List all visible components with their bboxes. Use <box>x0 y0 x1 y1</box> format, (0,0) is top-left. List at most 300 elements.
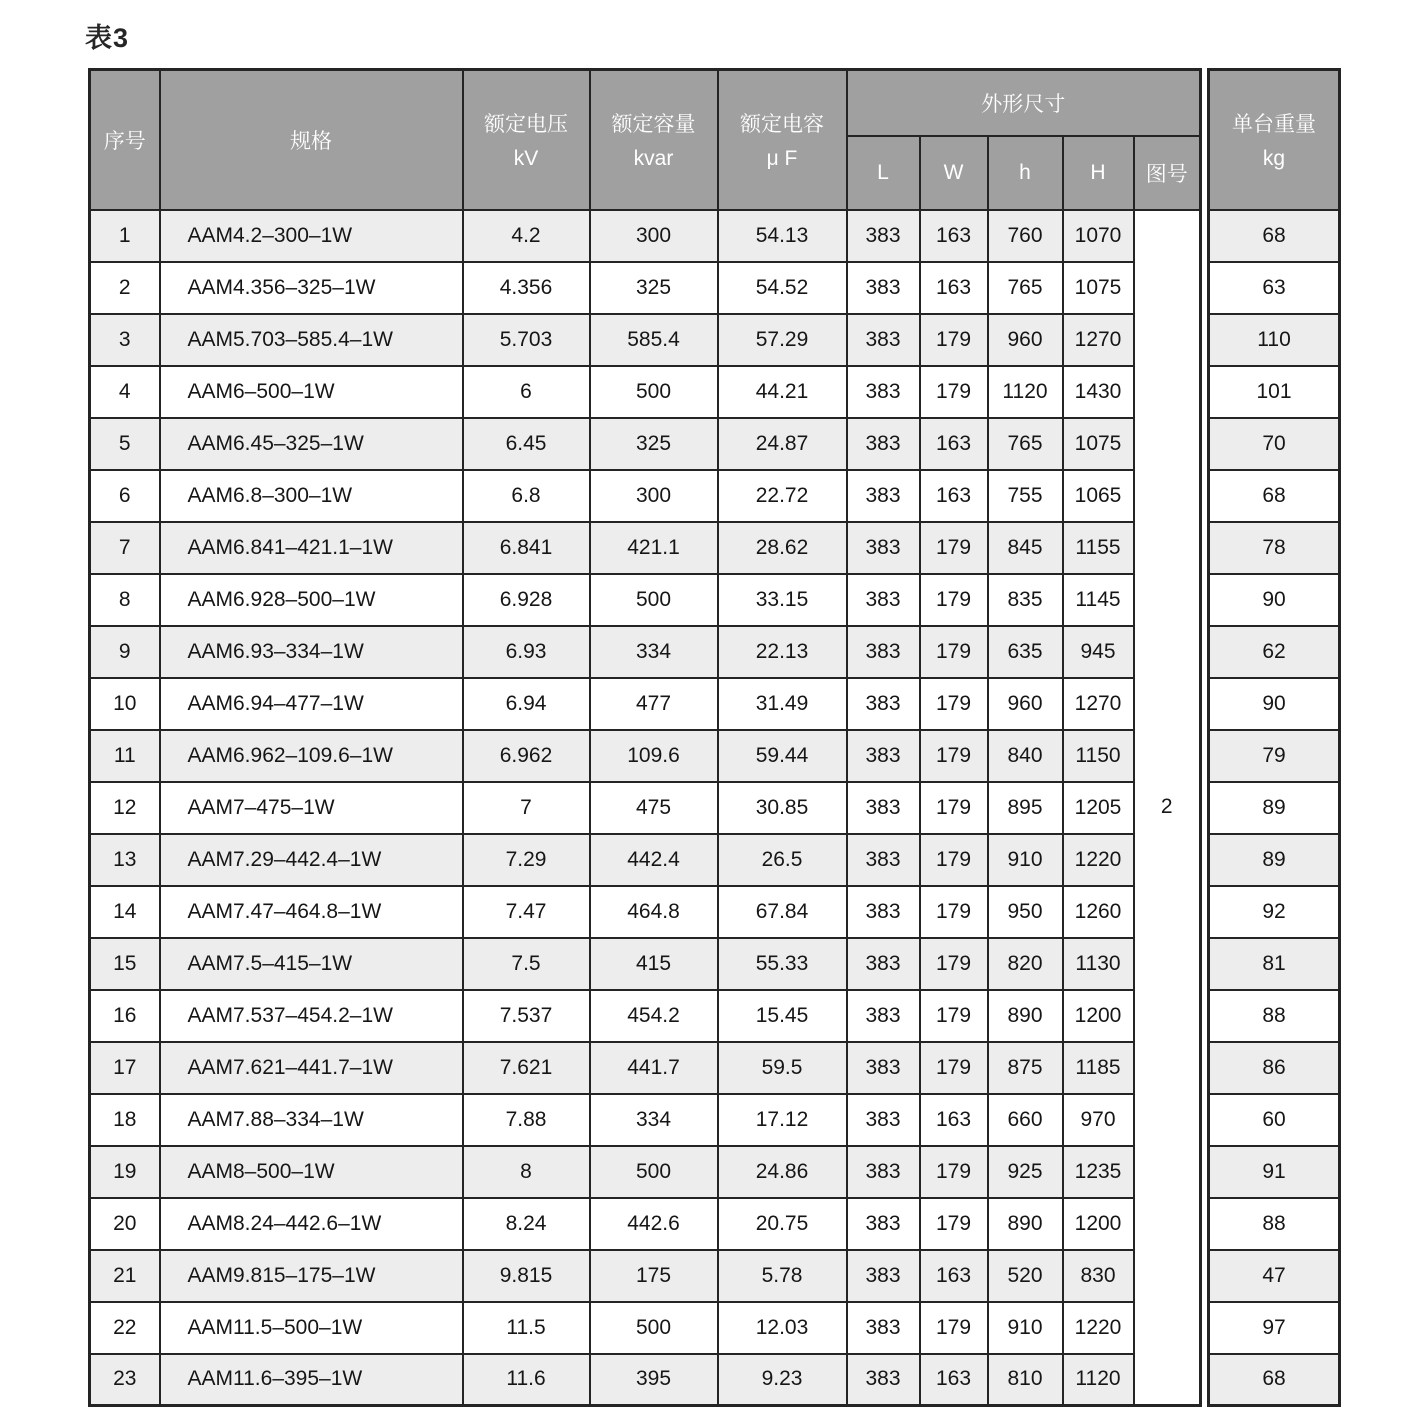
cell-dim-h-small: 950 <box>988 886 1063 938</box>
cell-dim-w: 179 <box>920 730 988 782</box>
cell-rated-capacitance: 17.12 <box>718 1094 847 1146</box>
page-title: 表3 <box>85 23 130 53</box>
cell-index: 13 <box>90 834 160 886</box>
cell-rated-capacitance: 33.15 <box>718 574 847 626</box>
cell-rated-capacitance: 22.72 <box>718 470 847 522</box>
weight-row <box>1209 366 1340 418</box>
cell-unit-weight: 79 <box>1209 730 1340 782</box>
cell-figure-no: 2 <box>1134 210 1201 1406</box>
cell-rated-capacitance: 20.75 <box>718 1198 847 1250</box>
cell-dim-w: 179 <box>920 314 988 366</box>
cell-dim-h-big: 1270 <box>1063 678 1134 730</box>
cell-dim-h-big: 1185 <box>1063 1042 1134 1094</box>
header-spec: 规格 <box>160 70 463 210</box>
weight-table-body <box>1209 210 1340 1406</box>
cell-unit-weight: 68 <box>1209 1354 1340 1406</box>
cell-dim-h-big: 1155 <box>1063 522 1134 574</box>
cell-index: 9 <box>90 626 160 678</box>
cell-dim-l: 383 <box>847 366 920 418</box>
cell-unit-weight: 60 <box>1209 1094 1340 1146</box>
cell-spec: AAM7.621–441.7–1W <box>160 1042 463 1094</box>
cell-dim-h-small: 760 <box>988 210 1063 262</box>
cell-rated-capacity: 441.7 <box>590 1042 718 1094</box>
cell-dim-l: 383 <box>847 1302 920 1354</box>
cell-dim-w: 163 <box>920 1094 988 1146</box>
table-row <box>90 418 1201 470</box>
cell-dim-l: 383 <box>847 626 920 678</box>
cell-unit-weight: 101 <box>1209 366 1340 418</box>
cell-rated-capacitance: 57.29 <box>718 314 847 366</box>
cell-spec: AAM6.45–325–1W <box>160 418 463 470</box>
cell-dim-w: 179 <box>920 678 988 730</box>
table-row <box>90 1042 1201 1094</box>
cell-dim-l: 383 <box>847 678 920 730</box>
cell-index: 10 <box>90 678 160 730</box>
weight-row <box>1209 1302 1340 1354</box>
cell-unit-weight: 68 <box>1209 210 1340 262</box>
cell-rated-capacitance: 54.13 <box>718 210 847 262</box>
cell-dim-w: 163 <box>920 1354 988 1406</box>
cell-unit-weight: 70 <box>1209 418 1340 470</box>
cell-index: 20 <box>90 1198 160 1250</box>
cell-rated-voltage: 7.29 <box>463 834 590 886</box>
cell-dim-l: 383 <box>847 418 920 470</box>
cell-rated-voltage: 6.93 <box>463 626 590 678</box>
cell-rated-capacity: 500 <box>590 574 718 626</box>
cell-dim-h-big: 1205 <box>1063 782 1134 834</box>
cell-index: 5 <box>90 418 160 470</box>
cell-spec: AAM8–500–1W <box>160 1146 463 1198</box>
cell-spec: AAM4.356–325–1W <box>160 262 463 314</box>
table-row <box>90 834 1201 886</box>
cell-dim-h-big: 970 <box>1063 1094 1134 1146</box>
cell-unit-weight: 89 <box>1209 834 1340 886</box>
cell-rated-capacity: 477 <box>590 678 718 730</box>
spec-table <box>88 68 1202 1407</box>
cell-rated-capacity: 500 <box>590 1146 718 1198</box>
cell-unit-weight: 91 <box>1209 1146 1340 1198</box>
cell-dim-h-small: 890 <box>988 990 1063 1042</box>
cell-rated-capacity: 334 <box>590 1094 718 1146</box>
cell-dim-w: 179 <box>920 990 988 1042</box>
weight-row <box>1209 886 1340 938</box>
header-dim-h-big: H <box>1063 136 1134 210</box>
cell-dim-h-big: 1120 <box>1063 1354 1134 1406</box>
weight-row <box>1209 210 1340 262</box>
cell-dim-w: 163 <box>920 262 988 314</box>
cell-dim-h-small: 1120 <box>988 366 1063 418</box>
cell-rated-capacitance: 22.13 <box>718 626 847 678</box>
cell-rated-capacitance: 24.87 <box>718 418 847 470</box>
cell-unit-weight: 92 <box>1209 886 1340 938</box>
cell-dim-w: 179 <box>920 1042 988 1094</box>
cell-spec: AAM7.5–415–1W <box>160 938 463 990</box>
cell-dim-w: 163 <box>920 210 988 262</box>
cell-index: 7 <box>90 522 160 574</box>
cell-rated-capacity: 300 <box>590 470 718 522</box>
cell-dim-h-small: 835 <box>988 574 1063 626</box>
weight-table <box>1207 68 1341 1407</box>
cell-dim-l: 383 <box>847 574 920 626</box>
table-row <box>90 678 1201 730</box>
header-rated-capacitance-unit: μ F <box>766 147 798 171</box>
cell-dim-h-small: 960 <box>988 314 1063 366</box>
cell-index: 2 <box>90 262 160 314</box>
cell-index: 23 <box>90 1354 160 1406</box>
cell-dim-h-small: 755 <box>988 470 1063 522</box>
table-row <box>90 522 1201 574</box>
cell-rated-capacitance: 54.52 <box>718 262 847 314</box>
cell-rated-voltage: 4.356 <box>463 262 590 314</box>
header-rated-voltage-unit: kV <box>513 147 539 171</box>
header-rated-capacity <box>590 70 718 210</box>
cell-rated-voltage: 7.537 <box>463 990 590 1042</box>
cell-dim-h-small: 660 <box>988 1094 1063 1146</box>
cell-rated-capacity: 415 <box>590 938 718 990</box>
cell-rated-capacity: 464.8 <box>590 886 718 938</box>
weight-row <box>1209 522 1340 574</box>
cell-index: 4 <box>90 366 160 418</box>
cell-rated-capacity: 475 <box>590 782 718 834</box>
cell-dim-h-big: 1200 <box>1063 990 1134 1042</box>
cell-dim-l: 383 <box>847 210 920 262</box>
header-unit-weight-label: 单台重量 <box>1232 113 1317 137</box>
cell-rated-capacity: 325 <box>590 262 718 314</box>
cell-dim-l: 383 <box>847 1146 920 1198</box>
table-row <box>90 262 1201 314</box>
cell-rated-capacitance: 15.45 <box>718 990 847 1042</box>
cell-spec: AAM7.47–464.8–1W <box>160 886 463 938</box>
cell-spec: AAM6.841–421.1–1W <box>160 522 463 574</box>
cell-rated-voltage: 6.928 <box>463 574 590 626</box>
cell-dim-w: 179 <box>920 1302 988 1354</box>
spec-table-body <box>90 210 1201 1406</box>
cell-unit-weight: 68 <box>1209 470 1340 522</box>
cell-rated-capacitance: 67.84 <box>718 886 847 938</box>
cell-dim-w: 179 <box>920 1198 988 1250</box>
table-row <box>90 782 1201 834</box>
cell-unit-weight: 90 <box>1209 678 1340 730</box>
weight-row <box>1209 990 1340 1042</box>
cell-dim-h-big: 1075 <box>1063 262 1134 314</box>
cell-dim-h-small: 845 <box>988 522 1063 574</box>
cell-rated-voltage: 9.815 <box>463 1250 590 1302</box>
cell-spec: AAM6.962–109.6–1W <box>160 730 463 782</box>
cell-dim-h-big: 1065 <box>1063 470 1134 522</box>
cell-dim-l: 383 <box>847 522 920 574</box>
cell-rated-voltage: 8 <box>463 1146 590 1198</box>
cell-rated-capacity: 109.6 <box>590 730 718 782</box>
cell-unit-weight: 78 <box>1209 522 1340 574</box>
cell-dim-h-big: 1260 <box>1063 886 1134 938</box>
cell-dim-h-big: 1150 <box>1063 730 1134 782</box>
cell-dim-h-small: 960 <box>988 678 1063 730</box>
cell-index: 16 <box>90 990 160 1042</box>
header-rated-voltage-label: 额定电压 <box>484 113 568 137</box>
cell-unit-weight: 88 <box>1209 990 1340 1042</box>
table-row <box>90 886 1201 938</box>
cell-rated-capacity: 300 <box>590 210 718 262</box>
cell-dim-l: 383 <box>847 470 920 522</box>
cell-rated-voltage: 7.47 <box>463 886 590 938</box>
header-rated-capacitance <box>718 70 847 210</box>
cell-spec: AAM4.2–300–1W <box>160 210 463 262</box>
cell-rated-capacitance: 55.33 <box>718 938 847 990</box>
header-dimensions-group: 外形尺寸 <box>847 70 1201 136</box>
cell-spec: AAM8.24–442.6–1W <box>160 1198 463 1250</box>
cell-spec: AAM7–475–1W <box>160 782 463 834</box>
cell-spec: AAM7.88–334–1W <box>160 1094 463 1146</box>
cell-spec: AAM7.29–442.4–1W <box>160 834 463 886</box>
spec-table-header <box>90 70 1201 210</box>
header-rated-voltage <box>463 70 590 210</box>
weight-row <box>1209 782 1340 834</box>
table-row <box>90 938 1201 990</box>
cell-spec: AAM11.5–500–1W <box>160 1302 463 1354</box>
table-row <box>90 1146 1201 1198</box>
cell-rated-voltage: 6.8 <box>463 470 590 522</box>
weight-row <box>1209 1198 1340 1250</box>
table-row <box>90 1302 1201 1354</box>
cell-dim-h-small: 820 <box>988 938 1063 990</box>
cell-rated-capacitance: 24.86 <box>718 1146 847 1198</box>
cell-rated-voltage: 11.6 <box>463 1354 590 1406</box>
cell-dim-l: 383 <box>847 782 920 834</box>
table-row <box>90 730 1201 782</box>
cell-unit-weight: 63 <box>1209 262 1340 314</box>
table-row <box>90 626 1201 678</box>
cell-rated-capacity: 421.1 <box>590 522 718 574</box>
cell-rated-capacitance: 31.49 <box>718 678 847 730</box>
cell-dim-l: 383 <box>847 1250 920 1302</box>
cell-dim-h-small: 765 <box>988 418 1063 470</box>
weight-row <box>1209 1146 1340 1198</box>
cell-rated-voltage: 11.5 <box>463 1302 590 1354</box>
cell-rated-capacitance: 30.85 <box>718 782 847 834</box>
table-row <box>90 1250 1201 1302</box>
weight-row <box>1209 418 1340 470</box>
cell-dim-h-small: 890 <box>988 1198 1063 1250</box>
header-rated-capacity-unit: kvar <box>633 147 674 171</box>
cell-rated-capacity: 454.2 <box>590 990 718 1042</box>
cell-index: 18 <box>90 1094 160 1146</box>
cell-dim-w: 163 <box>920 1250 988 1302</box>
cell-dim-h-big: 1200 <box>1063 1198 1134 1250</box>
cell-unit-weight: 86 <box>1209 1042 1340 1094</box>
cell-dim-h-big: 830 <box>1063 1250 1134 1302</box>
cell-dim-h-small: 910 <box>988 1302 1063 1354</box>
cell-dim-h-big: 945 <box>1063 626 1134 678</box>
header-unit-weight <box>1209 70 1340 210</box>
header-rated-capacity-label: 额定容量 <box>611 113 696 137</box>
cell-dim-w: 179 <box>920 626 988 678</box>
cell-rated-capacity: 325 <box>590 418 718 470</box>
cell-rated-capacitance: 9.23 <box>718 1354 847 1406</box>
cell-dim-w: 179 <box>920 1146 988 1198</box>
cell-dim-l: 383 <box>847 730 920 782</box>
cell-index: 1 <box>90 210 160 262</box>
cell-dim-w: 179 <box>920 938 988 990</box>
table-row <box>90 990 1201 1042</box>
cell-spec: AAM5.703–585.4–1W <box>160 314 463 366</box>
table-row <box>90 314 1201 366</box>
cell-dim-w: 179 <box>920 834 988 886</box>
cell-dim-w: 179 <box>920 366 988 418</box>
cell-rated-voltage: 6.841 <box>463 522 590 574</box>
cell-spec: AAM7.537–454.2–1W <box>160 990 463 1042</box>
cell-rated-voltage: 6.45 <box>463 418 590 470</box>
cell-rated-capacity: 442.4 <box>590 834 718 886</box>
cell-dim-h-big: 1070 <box>1063 210 1134 262</box>
weight-row <box>1209 1042 1340 1094</box>
cell-dim-h-small: 635 <box>988 626 1063 678</box>
cell-rated-voltage: 6.94 <box>463 678 590 730</box>
weight-row <box>1209 574 1340 626</box>
cell-unit-weight: 89 <box>1209 782 1340 834</box>
cell-spec: AAM11.6–395–1W <box>160 1354 463 1406</box>
cell-index: 21 <box>90 1250 160 1302</box>
cell-index: 11 <box>90 730 160 782</box>
cell-dim-h-big: 1235 <box>1063 1146 1134 1198</box>
header-index: 序号 <box>90 70 160 210</box>
weight-row <box>1209 470 1340 522</box>
cell-rated-voltage: 4.2 <box>463 210 590 262</box>
weight-row <box>1209 730 1340 782</box>
cell-rated-voltage: 6 <box>463 366 590 418</box>
table-row <box>90 210 1201 262</box>
cell-dim-h-small: 520 <box>988 1250 1063 1302</box>
cell-dim-h-small: 765 <box>988 262 1063 314</box>
cell-rated-capacity: 442.6 <box>590 1198 718 1250</box>
cell-rated-capacitance: 59.5 <box>718 1042 847 1094</box>
cell-rated-capacity: 175 <box>590 1250 718 1302</box>
cell-dim-l: 383 <box>847 938 920 990</box>
cell-rated-capacity: 500 <box>590 1302 718 1354</box>
weight-table-header <box>1209 70 1340 210</box>
weight-row <box>1209 1354 1340 1406</box>
cell-dim-w: 179 <box>920 522 988 574</box>
cell-dim-w: 163 <box>920 470 988 522</box>
tables-container <box>88 68 1405 1407</box>
table-row <box>90 470 1201 522</box>
cell-rated-capacitance: 59.44 <box>718 730 847 782</box>
cell-index: 17 <box>90 1042 160 1094</box>
cell-spec: AAM9.815–175–1W <box>160 1250 463 1302</box>
cell-dim-h-big: 1270 <box>1063 314 1134 366</box>
table-row <box>90 1094 1201 1146</box>
cell-unit-weight: 47 <box>1209 1250 1340 1302</box>
table-row <box>90 366 1201 418</box>
cell-rated-capacity: 585.4 <box>590 314 718 366</box>
cell-rated-voltage: 5.703 <box>463 314 590 366</box>
cell-rated-capacitance: 26.5 <box>718 834 847 886</box>
cell-rated-capacity: 500 <box>590 366 718 418</box>
cell-dim-w: 179 <box>920 574 988 626</box>
cell-dim-l: 383 <box>847 1198 920 1250</box>
weight-row <box>1209 938 1340 990</box>
cell-dim-h-big: 1220 <box>1063 834 1134 886</box>
table-row <box>90 1354 1201 1406</box>
cell-dim-w: 163 <box>920 418 988 470</box>
header-unit-weight-unit: kg <box>1262 147 1286 171</box>
cell-unit-weight: 81 <box>1209 938 1340 990</box>
header-dim-w: W <box>920 136 988 210</box>
header-rated-capacitance-label: 额定电容 <box>740 113 824 137</box>
weight-row <box>1209 834 1340 886</box>
cell-spec: AAM6.928–500–1W <box>160 574 463 626</box>
cell-index: 3 <box>90 314 160 366</box>
cell-spec: AAM6.93–334–1W <box>160 626 463 678</box>
cell-dim-w: 179 <box>920 782 988 834</box>
cell-dim-l: 383 <box>847 314 920 366</box>
cell-unit-weight: 62 <box>1209 626 1340 678</box>
cell-dim-l: 383 <box>847 990 920 1042</box>
cell-dim-l: 383 <box>847 262 920 314</box>
cell-dim-h-small: 810 <box>988 1354 1063 1406</box>
weight-row <box>1209 1094 1340 1146</box>
cell-spec: AAM6.8–300–1W <box>160 470 463 522</box>
cell-dim-h-big: 1220 <box>1063 1302 1134 1354</box>
cell-dim-h-big: 1145 <box>1063 574 1134 626</box>
cell-index: 8 <box>90 574 160 626</box>
cell-index: 15 <box>90 938 160 990</box>
cell-dim-h-small: 910 <box>988 834 1063 886</box>
cell-unit-weight: 97 <box>1209 1302 1340 1354</box>
cell-rated-voltage: 7 <box>463 782 590 834</box>
weight-row <box>1209 262 1340 314</box>
table-row <box>90 1198 1201 1250</box>
cell-rated-capacitance: 44.21 <box>718 366 847 418</box>
cell-rated-voltage: 7.621 <box>463 1042 590 1094</box>
cell-dim-h-small: 895 <box>988 782 1063 834</box>
cell-spec: AAM6–500–1W <box>160 366 463 418</box>
cell-rated-voltage: 7.88 <box>463 1094 590 1146</box>
cell-rated-voltage: 7.5 <box>463 938 590 990</box>
cell-unit-weight: 90 <box>1209 574 1340 626</box>
weight-row <box>1209 678 1340 730</box>
cell-rated-capacitance: 12.03 <box>718 1302 847 1354</box>
cell-dim-l: 383 <box>847 886 920 938</box>
cell-dim-h-small: 875 <box>988 1042 1063 1094</box>
cell-rated-capacity: 334 <box>590 626 718 678</box>
header-dim-l: L <box>847 136 920 210</box>
cell-dim-l: 383 <box>847 834 920 886</box>
cell-rated-voltage: 6.962 <box>463 730 590 782</box>
cell-spec: AAM6.94–477–1W <box>160 678 463 730</box>
cell-dim-l: 383 <box>847 1094 920 1146</box>
cell-dim-w: 179 <box>920 886 988 938</box>
cell-rated-capacitance: 28.62 <box>718 522 847 574</box>
cell-dim-l: 383 <box>847 1354 920 1406</box>
weight-row <box>1209 1250 1340 1302</box>
cell-rated-capacitance: 5.78 <box>718 1250 847 1302</box>
cell-index: 12 <box>90 782 160 834</box>
cell-dim-h-small: 840 <box>988 730 1063 782</box>
cell-index: 22 <box>90 1302 160 1354</box>
table-row <box>90 574 1201 626</box>
cell-dim-h-big: 1075 <box>1063 418 1134 470</box>
cell-unit-weight: 110 <box>1209 314 1340 366</box>
cell-index: 14 <box>90 886 160 938</box>
cell-rated-capacity: 395 <box>590 1354 718 1406</box>
cell-dim-h-big: 1430 <box>1063 366 1134 418</box>
cell-index: 19 <box>90 1146 160 1198</box>
cell-rated-voltage: 8.24 <box>463 1198 590 1250</box>
cell-dim-h-big: 1130 <box>1063 938 1134 990</box>
weight-row <box>1209 314 1340 366</box>
cell-dim-h-small: 925 <box>988 1146 1063 1198</box>
weight-row <box>1209 626 1340 678</box>
